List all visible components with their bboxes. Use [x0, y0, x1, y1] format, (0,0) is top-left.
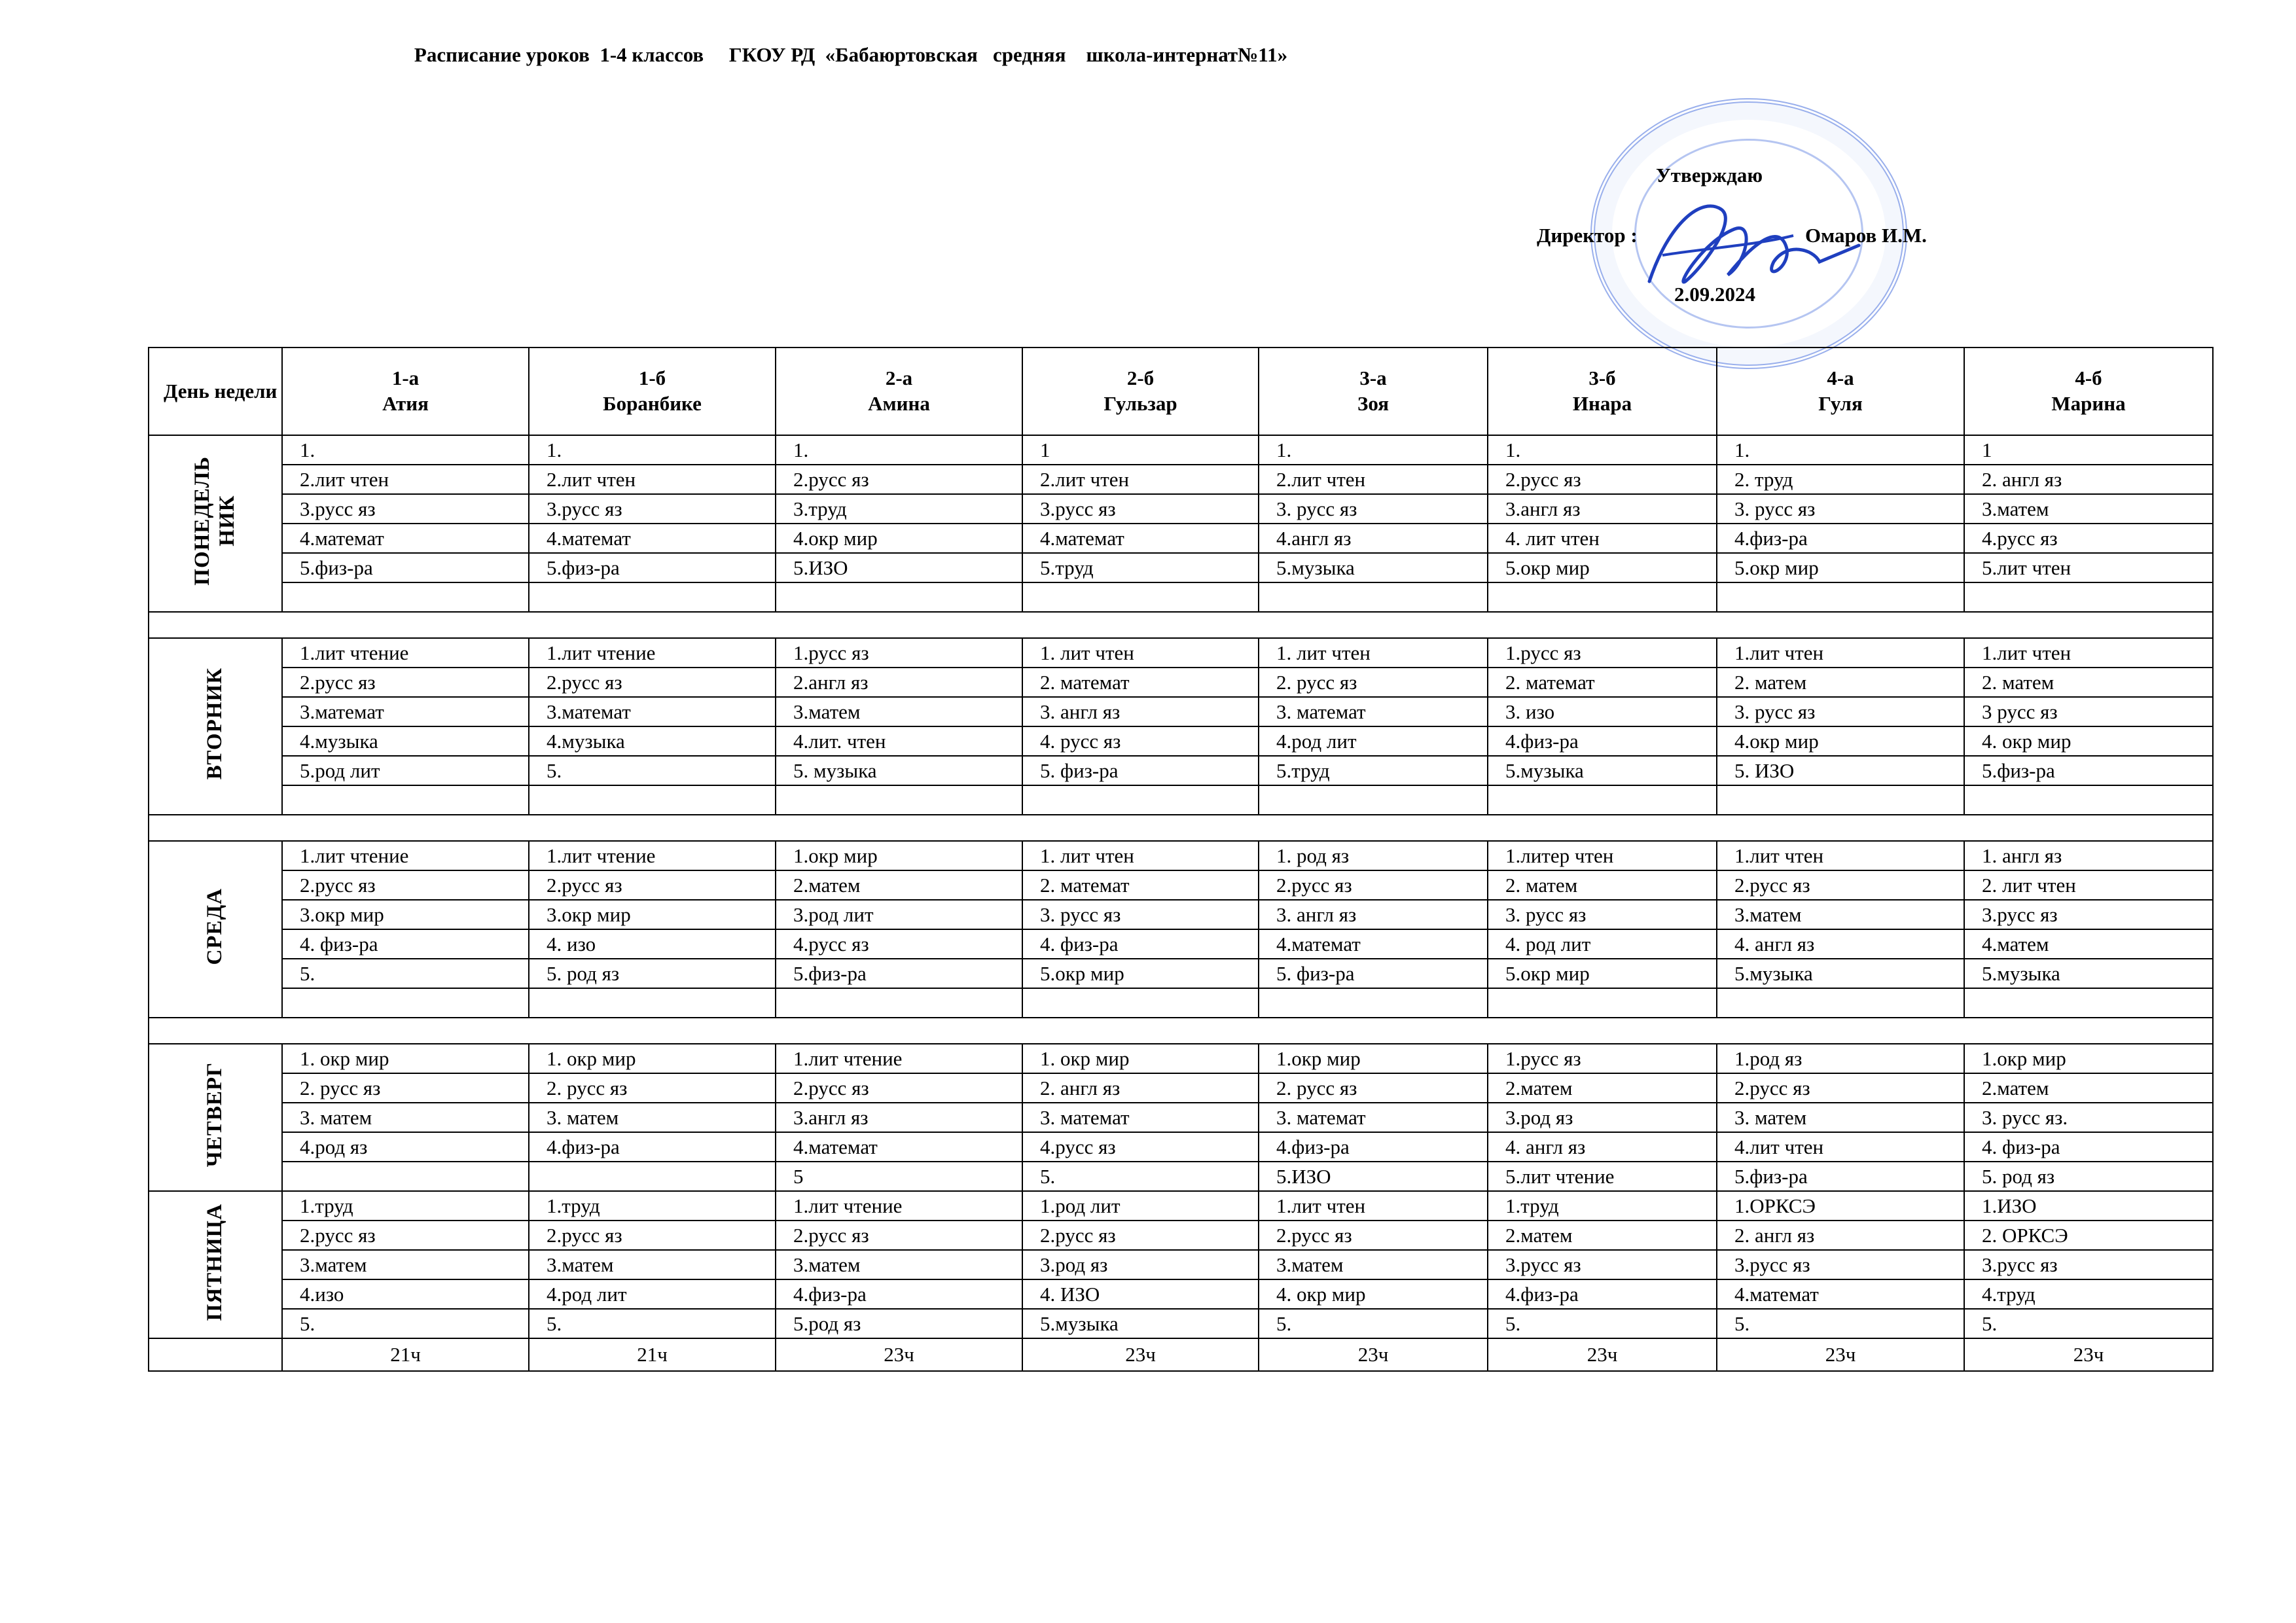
- lesson-cell: 5.физ-ра: [529, 553, 776, 582]
- lesson-cell: 2. лит чтен: [1964, 870, 2213, 900]
- lesson-cell: 2.лит чтен: [1022, 465, 1259, 494]
- lesson-row: [149, 988, 2213, 1018]
- lesson-cell: 3. математ: [1259, 697, 1488, 726]
- lesson-cell: 3. русс яз.: [1964, 1103, 2213, 1132]
- lesson-cell: 3.род яз: [1488, 1103, 1717, 1132]
- class-header: 2-а Амина: [776, 348, 1022, 435]
- approval-date: 2.09.2024: [1674, 283, 1755, 306]
- lesson-row: [149, 756, 2213, 785]
- lesson-cell: 4. изо: [529, 929, 776, 959]
- lesson-cell: [282, 1162, 529, 1191]
- lesson-cell: 1.лит чтен: [1717, 841, 1964, 870]
- lesson-row: [149, 524, 2213, 553]
- lesson-cell: 1. окр мир: [1022, 1044, 1259, 1073]
- lesson-cell: 5.окр мир: [1022, 959, 1259, 988]
- lesson-cell: 3. англ яз: [1022, 697, 1259, 726]
- lesson-cell: 2. матем: [1717, 668, 1964, 697]
- lesson-cell: 2.русс яз: [529, 668, 776, 697]
- lesson-cell: 1.: [1259, 435, 1488, 465]
- lesson-cell: 1.: [1488, 435, 1717, 465]
- lesson-cell: 1.ИЗО: [1964, 1191, 2213, 1221]
- lesson-cell: [1022, 785, 1259, 815]
- lesson-row: [149, 870, 2213, 900]
- lesson-cell: 5.ИЗО: [1259, 1162, 1488, 1191]
- day-cell: [149, 638, 282, 815]
- lesson-cell: 5.физ-ра: [1717, 1162, 1964, 1191]
- lesson-row: [149, 1191, 2213, 1221]
- lesson-cell: 2.англ яз: [776, 668, 1022, 697]
- lesson-cell: 1. лит чтен: [1022, 841, 1259, 870]
- lesson-cell: 2.русс яз: [776, 1073, 1022, 1103]
- lesson-cell: 1. род яз: [1259, 841, 1488, 870]
- lesson-cell: 4.род лит: [1259, 726, 1488, 756]
- lesson-cell: 1.: [282, 435, 529, 465]
- lesson-cell: 4. физ-ра: [282, 929, 529, 959]
- lesson-cell: 5.музыка: [1717, 959, 1964, 988]
- lesson-cell: 2.русс яз: [776, 465, 1022, 494]
- lesson-row: [149, 1103, 2213, 1132]
- lesson-cell: 3.матем: [529, 1250, 776, 1279]
- lesson-cell: 2.матем: [1488, 1073, 1717, 1103]
- lesson-cell: 3. русс яз: [1022, 900, 1259, 929]
- lesson-cell: 3.окр мир: [529, 900, 776, 929]
- lesson-cell: 3. русс яз: [1259, 494, 1488, 524]
- lesson-cell: 5.физ-ра: [776, 959, 1022, 988]
- lesson-cell: 1.труд: [282, 1191, 529, 1221]
- lesson-cell: 3.труд: [776, 494, 1022, 524]
- spacer-row: [149, 1018, 2213, 1044]
- lesson-cell: 1.лит чтение: [529, 638, 776, 668]
- lesson-row: [149, 1073, 2213, 1103]
- lesson-cell: 4. окр мир: [1964, 726, 2213, 756]
- lesson-cell: [529, 1162, 776, 1191]
- lesson-row: [149, 638, 2213, 668]
- lesson-cell: 4. англ яз: [1488, 1132, 1717, 1162]
- lesson-cell: 2.русс яз: [529, 1221, 776, 1250]
- lesson-cell: [1717, 988, 1964, 1018]
- lesson-cell: 4.математ: [282, 524, 529, 553]
- day-cell: [149, 1044, 282, 1191]
- class-header: 1-а Атия: [282, 348, 529, 435]
- lesson-cell: 5.физ-ра: [282, 553, 529, 582]
- lesson-cell: 4. физ-ра: [1022, 929, 1259, 959]
- lesson-cell: 3.математ: [282, 697, 529, 726]
- lesson-cell: 1: [1022, 435, 1259, 465]
- lesson-cell: 3. русс яз: [1488, 900, 1717, 929]
- lesson-cell: 5. ИЗО: [1717, 756, 1964, 785]
- lesson-cell: 3.окр мир: [282, 900, 529, 929]
- lesson-row: [149, 1250, 2213, 1279]
- day-cell: [149, 1191, 282, 1338]
- lesson-cell: 5.лит чтение: [1488, 1162, 1717, 1191]
- lesson-cell: 4.род яз: [282, 1132, 529, 1162]
- lesson-row: [149, 697, 2213, 726]
- lesson-cell: 4.изо: [282, 1279, 529, 1309]
- lesson-row: [149, 1309, 2213, 1338]
- lesson-cell: [1964, 785, 2213, 815]
- lesson-cell: 5: [776, 1162, 1022, 1191]
- lesson-cell: [776, 785, 1022, 815]
- hours-total-cell: 21ч: [282, 1338, 529, 1371]
- lesson-cell: 3.род яз: [1022, 1250, 1259, 1279]
- lesson-cell: 2.лит чтен: [529, 465, 776, 494]
- schedule-table: [148, 347, 2214, 1372]
- lesson-cell: 1.труд: [529, 1191, 776, 1221]
- hours-total-cell: 23ч: [1259, 1338, 1488, 1371]
- lesson-cell: 2. русс яз: [1259, 1073, 1488, 1103]
- spacer-cell: [149, 1018, 2213, 1044]
- lesson-cell: 5.музыка: [1259, 553, 1488, 582]
- lesson-cell: 5.окр мир: [1717, 553, 1964, 582]
- lesson-cell: 1.русс яз: [1488, 1044, 1717, 1073]
- lesson-cell: 3.матем: [1717, 900, 1964, 929]
- lesson-cell: 1.лит чтение: [282, 841, 529, 870]
- lesson-cell: 1.лит чтен: [1259, 1191, 1488, 1221]
- lesson-cell: 1.лит чтение: [282, 638, 529, 668]
- approval-title: Утверждаю: [1656, 164, 1763, 187]
- lesson-cell: 4.русс яз: [776, 929, 1022, 959]
- lesson-cell: [529, 785, 776, 815]
- lesson-cell: 4. русс яз: [1022, 726, 1259, 756]
- lesson-row: [149, 900, 2213, 929]
- lesson-row: [149, 582, 2213, 612]
- lesson-cell: [1488, 582, 1717, 612]
- lesson-cell: [282, 988, 529, 1018]
- lesson-cell: 3.русс яз: [529, 494, 776, 524]
- lesson-cell: [529, 988, 776, 1018]
- lesson-cell: 1.лит чтен: [1717, 638, 1964, 668]
- lesson-cell: 1. лит чтен: [1022, 638, 1259, 668]
- lesson-cell: 2.русс яз: [1022, 1221, 1259, 1250]
- lesson-cell: 3.матем: [776, 1250, 1022, 1279]
- lesson-cell: 3.русс яз: [1964, 900, 2213, 929]
- lesson-cell: 2. русс яз: [1259, 668, 1488, 697]
- lesson-cell: 5.музыка: [1964, 959, 2213, 988]
- lesson-cell: 3.русс яз: [1022, 494, 1259, 524]
- lesson-cell: 2. англ яз: [1717, 1221, 1964, 1250]
- lesson-cell: 3.русс яз: [1717, 1250, 1964, 1279]
- lesson-cell: 2.русс яз: [282, 668, 529, 697]
- spacer-row: [149, 612, 2213, 638]
- lesson-cell: 1.окр мир: [1259, 1044, 1488, 1073]
- day-cell: [149, 841, 282, 1018]
- lesson-cell: 4. окр мир: [1259, 1279, 1488, 1309]
- lesson-cell: [1259, 988, 1488, 1018]
- class-header: 2-б Гульзар: [1022, 348, 1259, 435]
- lesson-cell: 5. род яз: [1964, 1162, 2213, 1191]
- class-header: 1-б Боранбике: [529, 348, 776, 435]
- lesson-cell: 1.: [776, 435, 1022, 465]
- lesson-cell: 1. англ яз: [1964, 841, 2213, 870]
- lesson-cell: 2.русс яз: [282, 870, 529, 900]
- lesson-cell: 4.род лит: [529, 1279, 776, 1309]
- lesson-cell: 5.лит чтен: [1964, 553, 2213, 582]
- lesson-cell: 4.физ-ра: [529, 1132, 776, 1162]
- lesson-cell: 5.физ-ра: [1964, 756, 2213, 785]
- lesson-cell: 3.род лит: [776, 900, 1022, 929]
- lesson-cell: 4. физ-ра: [1964, 1132, 2213, 1162]
- lesson-cell: 4.русс яз: [1022, 1132, 1259, 1162]
- lesson-cell: 4.музыка: [529, 726, 776, 756]
- lesson-cell: 3 русс яз: [1964, 697, 2213, 726]
- lesson-cell: 1.род лит: [1022, 1191, 1259, 1221]
- lesson-cell: [1259, 582, 1488, 612]
- lesson-cell: 2.матем: [1488, 1221, 1717, 1250]
- lesson-cell: 1: [1964, 435, 2213, 465]
- lesson-row: [149, 1279, 2213, 1309]
- lesson-cell: 5.музыка: [1022, 1309, 1259, 1338]
- lesson-cell: 2.русс яз: [1717, 870, 1964, 900]
- lesson-cell: 4.лит чтен: [1717, 1132, 1964, 1162]
- day-name: ЧЕТВЕРГ: [203, 1062, 227, 1168]
- lesson-cell: 5.окр мир: [1488, 959, 1717, 988]
- lesson-cell: 2.русс яз: [1717, 1073, 1964, 1103]
- lesson-cell: 2.матем: [776, 870, 1022, 900]
- lesson-cell: 3.русс яз: [282, 494, 529, 524]
- hours-total-cell: 23ч: [1964, 1338, 2213, 1371]
- lesson-cell: 4.математ: [529, 524, 776, 553]
- lesson-cell: 2. математ: [1022, 668, 1259, 697]
- lesson-cell: 4. англ яз: [1717, 929, 1964, 959]
- lesson-cell: [1259, 785, 1488, 815]
- lesson-cell: [1717, 785, 1964, 815]
- lesson-cell: 3. русс яз: [1717, 697, 1964, 726]
- lesson-cell: 1.род яз: [1717, 1044, 1964, 1073]
- lesson-cell: 1.лит чтение: [776, 1191, 1022, 1221]
- lesson-row: [149, 929, 2213, 959]
- lesson-cell: 5. музыка: [776, 756, 1022, 785]
- lesson-row: [149, 1221, 2213, 1250]
- lesson-cell: 3. математ: [1259, 1103, 1488, 1132]
- lesson-cell: [1022, 988, 1259, 1018]
- lesson-cell: 3.англ яз: [776, 1103, 1022, 1132]
- day-name: ПОНЕДЕЛЬ НИК: [190, 456, 239, 586]
- class-header: 3-б Инара: [1488, 348, 1717, 435]
- lesson-cell: 3. математ: [1022, 1103, 1259, 1132]
- lesson-cell: 1.лит чтен: [1964, 638, 2213, 668]
- lesson-cell: 4. ИЗО: [1022, 1279, 1259, 1309]
- lesson-cell: 5.труд: [1022, 553, 1259, 582]
- lesson-cell: 3. русс яз: [1717, 494, 1964, 524]
- lesson-row: [149, 1044, 2213, 1073]
- lesson-cell: [1964, 988, 2213, 1018]
- lesson-cell: 2.матем: [1964, 1073, 2213, 1103]
- header-row: [149, 348, 2213, 435]
- lesson-row: [149, 726, 2213, 756]
- lesson-cell: 4.матем: [1964, 929, 2213, 959]
- lesson-cell: 5.музыка: [1488, 756, 1717, 785]
- class-header: 4-а Гуля: [1717, 348, 1964, 435]
- lesson-cell: [776, 582, 1022, 612]
- lesson-cell: 5.ИЗО: [776, 553, 1022, 582]
- lesson-cell: 2. англ яз: [1022, 1073, 1259, 1103]
- day-name: ВТОРНИК: [203, 668, 227, 780]
- lesson-cell: 4. род лит: [1488, 929, 1717, 959]
- lesson-cell: 5.: [1259, 1309, 1488, 1338]
- lesson-cell: 3. матем: [529, 1103, 776, 1132]
- lesson-cell: 1. лит чтен: [1259, 638, 1488, 668]
- lesson-row: [149, 553, 2213, 582]
- lesson-cell: 3.русс яз: [1964, 1250, 2213, 1279]
- totals-row: [149, 1338, 2213, 1371]
- schedule-body: [149, 435, 2213, 1371]
- lesson-cell: 2. ОРКСЭ: [1964, 1221, 2213, 1250]
- lesson-cell: 1.труд: [1488, 1191, 1717, 1221]
- lesson-cell: 2. труд: [1717, 465, 1964, 494]
- lesson-cell: 4.музыка: [282, 726, 529, 756]
- lesson-cell: [1022, 582, 1259, 612]
- lesson-cell: 5.: [529, 1309, 776, 1338]
- lesson-cell: 5.: [1488, 1309, 1717, 1338]
- day-column-header: День недели: [149, 348, 282, 435]
- lesson-cell: [776, 988, 1022, 1018]
- hours-total-cell: 23ч: [1488, 1338, 1717, 1371]
- lesson-cell: 4.окр мир: [776, 524, 1022, 553]
- lesson-row: [149, 785, 2213, 815]
- lesson-cell: 4.физ-ра: [1488, 726, 1717, 756]
- lesson-cell: 4.окр мир: [1717, 726, 1964, 756]
- lesson-cell: 5. физ-ра: [1259, 959, 1488, 988]
- spacer-row: [149, 815, 2213, 841]
- lesson-cell: 1. окр мир: [529, 1044, 776, 1073]
- lesson-cell: 1.русс яз: [776, 638, 1022, 668]
- lesson-row: [149, 1132, 2213, 1162]
- lesson-cell: 3.матем: [776, 697, 1022, 726]
- lesson-cell: 5.: [1964, 1309, 2213, 1338]
- lesson-cell: 3.матем: [282, 1250, 529, 1279]
- lesson-cell: [1717, 582, 1964, 612]
- lesson-cell: 2.русс яз: [282, 1221, 529, 1250]
- lesson-cell: 4.англ яз: [1259, 524, 1488, 553]
- lesson-cell: 5.: [529, 756, 776, 785]
- lesson-row: [149, 494, 2213, 524]
- lesson-cell: 4.математ: [1259, 929, 1488, 959]
- lesson-cell: 1.лит чтение: [529, 841, 776, 870]
- lesson-cell: 2.русс яз: [776, 1221, 1022, 1250]
- day-cell: [149, 435, 282, 612]
- lesson-cell: 5.: [1022, 1162, 1259, 1191]
- lesson-cell: 5. род яз: [529, 959, 776, 988]
- lesson-cell: 4.математ: [1022, 524, 1259, 553]
- lesson-cell: [529, 582, 776, 612]
- spacer-cell: [149, 815, 2213, 841]
- lesson-cell: 4.физ-ра: [1717, 524, 1964, 553]
- lesson-cell: 4.физ-ра: [1488, 1279, 1717, 1309]
- lesson-cell: 5. физ-ра: [1022, 756, 1259, 785]
- lesson-cell: 5.род яз: [776, 1309, 1022, 1338]
- lesson-cell: [1488, 785, 1717, 815]
- spacer-cell: [149, 612, 2213, 638]
- lesson-cell: 3. англ яз: [1259, 900, 1488, 929]
- lesson-cell: [1964, 582, 2213, 612]
- lesson-cell: 5.окр мир: [1488, 553, 1717, 582]
- lesson-cell: 2.лит чтен: [1259, 465, 1488, 494]
- lesson-cell: 2.русс яз: [1259, 870, 1488, 900]
- lesson-cell: 4.русс яз: [1964, 524, 2213, 553]
- lesson-cell: 4.физ-ра: [776, 1279, 1022, 1309]
- lesson-cell: 2. математ: [1022, 870, 1259, 900]
- lesson-row: [149, 959, 2213, 988]
- lesson-cell: 3.англ яз: [1488, 494, 1717, 524]
- lesson-cell: 2. матем: [1964, 668, 2213, 697]
- class-header: 3-а Зоя: [1259, 348, 1488, 435]
- lesson-cell: [1488, 988, 1717, 1018]
- lesson-cell: 2.русс яз: [529, 870, 776, 900]
- hours-total-cell: 23ч: [776, 1338, 1022, 1371]
- director-name: Омаров И.М.: [1805, 224, 1927, 247]
- lesson-row: [149, 668, 2213, 697]
- lesson-cell: 2.русс яз: [1488, 465, 1717, 494]
- lesson-row: [149, 841, 2213, 870]
- lesson-cell: 3.матем: [1259, 1250, 1488, 1279]
- lesson-cell: 4.труд: [1964, 1279, 2213, 1309]
- lesson-cell: 3. матем: [1717, 1103, 1964, 1132]
- lesson-cell: 2. матем: [1488, 870, 1717, 900]
- lesson-cell: 4.физ-ра: [1259, 1132, 1488, 1162]
- lesson-row: [149, 1162, 2213, 1191]
- lesson-cell: 5.род лит: [282, 756, 529, 785]
- lesson-cell: 2. русс яз: [529, 1073, 776, 1103]
- lesson-cell: 3.математ: [529, 697, 776, 726]
- lesson-cell: 2. математ: [1488, 668, 1717, 697]
- class-header: 4-б Марина: [1964, 348, 2213, 435]
- lesson-cell: 1.русс яз: [1488, 638, 1717, 668]
- day-name: СРЕДА: [203, 888, 227, 965]
- lesson-row: [149, 435, 2213, 465]
- lesson-cell: 4. лит чтен: [1488, 524, 1717, 553]
- hours-total-cell: 23ч: [1717, 1338, 1964, 1371]
- lesson-cell: 1.лит чтение: [776, 1044, 1022, 1073]
- lesson-cell: 4.математ: [776, 1132, 1022, 1162]
- hours-total-cell: 23ч: [1022, 1338, 1259, 1371]
- lesson-cell: 1.ОРКСЭ: [1717, 1191, 1964, 1221]
- lesson-cell: 5.: [282, 959, 529, 988]
- lesson-cell: 3. изо: [1488, 697, 1717, 726]
- lesson-cell: 2.русс яз: [1259, 1221, 1488, 1250]
- lesson-cell: 1.окр мир: [776, 841, 1022, 870]
- lesson-cell: 5.: [1717, 1309, 1964, 1338]
- lesson-row: [149, 465, 2213, 494]
- lesson-cell: 3.русс яз: [1488, 1250, 1717, 1279]
- lesson-cell: 1.литер чтен: [1488, 841, 1717, 870]
- lesson-cell: 4.лит. чтен: [776, 726, 1022, 756]
- hours-total-cell: 21ч: [529, 1338, 776, 1371]
- lesson-cell: [282, 582, 529, 612]
- director-label: Директор :: [1537, 224, 1638, 247]
- lesson-cell: 5.: [282, 1309, 529, 1338]
- lesson-cell: 5.труд: [1259, 756, 1488, 785]
- lesson-cell: 2. русс яз: [282, 1073, 529, 1103]
- lesson-cell: [282, 785, 529, 815]
- day-name: ПЯТНИЦА: [203, 1203, 227, 1321]
- lesson-cell: 3.матем: [1964, 494, 2213, 524]
- lesson-cell: 1. окр мир: [282, 1044, 529, 1073]
- lesson-cell: 1.: [1717, 435, 1964, 465]
- lesson-cell: 1.окр мир: [1964, 1044, 2213, 1073]
- lesson-cell: 3. матем: [282, 1103, 529, 1132]
- totals-label-cell: [149, 1338, 282, 1371]
- page-title: Расписание уроков 1-4 классов ГКОУ РД «Бабаюртовская средняя школа-интернат№11»: [414, 43, 1288, 66]
- lesson-cell: 2.лит чтен: [282, 465, 529, 494]
- lesson-cell: 1.: [529, 435, 776, 465]
- lesson-cell: 2. англ яз: [1964, 465, 2213, 494]
- lesson-cell: 4.математ: [1717, 1279, 1964, 1309]
